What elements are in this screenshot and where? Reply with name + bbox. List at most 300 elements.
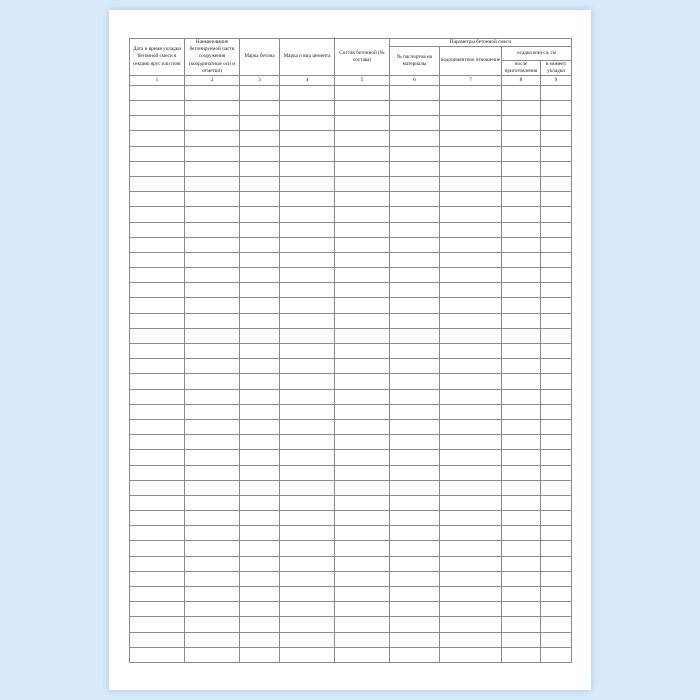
table-cell[interactable] [502,480,541,495]
table-cell[interactable] [440,161,502,176]
table-cell[interactable] [502,85,541,100]
table-cell[interactable] [130,283,185,298]
table-cell[interactable] [541,556,572,571]
table-cell[interactable] [440,222,502,237]
table-cell[interactable] [335,101,390,116]
table-cell[interactable] [390,541,440,556]
table-cell[interactable] [502,602,541,617]
table-cell[interactable] [335,435,390,450]
table-cell[interactable] [185,571,240,586]
table-cell[interactable] [185,176,240,191]
table-cell[interactable] [240,404,280,419]
table-cell[interactable] [185,541,240,556]
table-cell[interactable] [280,298,335,313]
table-cell[interactable] [541,374,572,389]
table-cell[interactable] [130,450,185,465]
table-cell[interactable] [185,161,240,176]
table-cell[interactable] [335,146,390,161]
table-cell[interactable] [185,344,240,359]
table-cell[interactable] [390,359,440,374]
table-cell[interactable] [280,268,335,283]
table-cell[interactable] [335,116,390,131]
table-row[interactable] [130,313,572,328]
table-cell[interactable] [185,404,240,419]
table-cell[interactable] [280,374,335,389]
table-row[interactable] [130,176,572,191]
table-cell[interactable] [185,617,240,632]
table-cell[interactable] [185,556,240,571]
table-cell[interactable] [335,252,390,267]
table-cell[interactable] [130,192,185,207]
table-cell[interactable] [335,647,390,662]
table-cell[interactable] [541,344,572,359]
table-cell[interactable] [440,617,502,632]
table-cell[interactable] [390,617,440,632]
table-cell[interactable] [130,571,185,586]
table-cell[interactable] [440,480,502,495]
table-cell[interactable] [240,131,280,146]
table-cell[interactable] [390,146,440,161]
table-cell[interactable] [130,389,185,404]
table-cell[interactable] [185,131,240,146]
table-cell[interactable] [502,237,541,252]
table-cell[interactable] [440,176,502,191]
table-cell[interactable] [280,495,335,510]
table-cell[interactable] [130,526,185,541]
table-cell[interactable] [185,283,240,298]
table-row[interactable] [130,207,572,222]
table-cell[interactable] [185,268,240,283]
table-cell[interactable] [440,344,502,359]
table-row[interactable] [130,526,572,541]
table-cell[interactable] [280,222,335,237]
table-cell[interactable] [280,435,335,450]
table-cell[interactable] [440,328,502,343]
table-cell[interactable] [240,450,280,465]
table-cell[interactable] [240,268,280,283]
table-cell[interactable] [335,222,390,237]
table-cell[interactable] [185,313,240,328]
table-cell[interactable] [390,313,440,328]
table-cell[interactable] [240,526,280,541]
table-cell[interactable] [502,207,541,222]
table-cell[interactable] [280,313,335,328]
table-cell[interactable] [390,328,440,343]
table-cell[interactable] [185,495,240,510]
table-cell[interactable] [185,632,240,647]
table-cell[interactable] [280,632,335,647]
table-cell[interactable] [390,374,440,389]
table-cell[interactable] [440,101,502,116]
table-cell[interactable] [390,647,440,662]
table-cell[interactable] [541,480,572,495]
table-cell[interactable] [541,419,572,434]
table-cell[interactable] [502,101,541,116]
table-cell[interactable] [390,298,440,313]
table-cell[interactable] [280,556,335,571]
table-cell[interactable] [502,587,541,602]
table-cell[interactable] [335,298,390,313]
table-cell[interactable] [130,541,185,556]
table-cell[interactable] [440,389,502,404]
table-cell[interactable] [541,359,572,374]
table-cell[interactable] [390,465,440,480]
table-cell[interactable] [440,359,502,374]
table-cell[interactable] [390,237,440,252]
table-cell[interactable] [541,146,572,161]
table-cell[interactable] [541,602,572,617]
table-cell[interactable] [240,116,280,131]
table-cell[interactable] [240,176,280,191]
table-row[interactable] [130,511,572,526]
table-cell[interactable] [440,207,502,222]
table-cell[interactable] [390,252,440,267]
table-cell[interactable] [240,252,280,267]
table-cell[interactable] [280,176,335,191]
table-row[interactable] [130,344,572,359]
table-cell[interactable] [502,571,541,586]
table-cell[interactable] [240,328,280,343]
table-cell[interactable] [541,328,572,343]
table-cell[interactable] [502,252,541,267]
table-row[interactable] [130,404,572,419]
table-cell[interactable] [440,404,502,419]
table-cell[interactable] [335,328,390,343]
table-cell[interactable] [185,587,240,602]
table-cell[interactable] [130,146,185,161]
table-cell[interactable] [502,617,541,632]
table-cell[interactable] [240,161,280,176]
table-cell[interactable] [541,101,572,116]
table-cell[interactable] [240,480,280,495]
table-cell[interactable] [440,252,502,267]
table-cell[interactable] [240,435,280,450]
table-cell[interactable] [541,647,572,662]
table-row[interactable] [130,480,572,495]
table-cell[interactable] [541,511,572,526]
table-cell[interactable] [390,85,440,100]
table-cell[interactable] [240,146,280,161]
table-cell[interactable] [240,602,280,617]
table-cell[interactable] [240,419,280,434]
table-cell[interactable] [280,161,335,176]
table-cell[interactable] [185,435,240,450]
table-cell[interactable] [502,176,541,191]
table-cell[interactable] [335,450,390,465]
table-cell[interactable] [390,419,440,434]
table-cell[interactable] [185,222,240,237]
table-cell[interactable] [280,450,335,465]
table-row[interactable] [130,85,572,100]
table-cell[interactable] [130,313,185,328]
table-row[interactable] [130,632,572,647]
table-row[interactable] [130,556,572,571]
table-cell[interactable] [130,419,185,434]
table-cell[interactable] [440,632,502,647]
table-row[interactable] [130,647,572,662]
table-cell[interactable] [502,268,541,283]
table-cell[interactable] [240,85,280,100]
table-cell[interactable] [440,587,502,602]
table-cell[interactable] [390,435,440,450]
table-row[interactable] [130,419,572,434]
table-cell[interactable] [280,116,335,131]
table-cell[interactable] [440,541,502,556]
table-cell[interactable] [130,252,185,267]
table-cell[interactable] [185,146,240,161]
table-cell[interactable] [541,268,572,283]
table-cell[interactable] [335,344,390,359]
table-cell[interactable] [130,131,185,146]
table-cell[interactable] [130,344,185,359]
table-cell[interactable] [390,511,440,526]
table-row[interactable] [130,328,572,343]
table-cell[interactable] [390,389,440,404]
table-cell[interactable] [541,617,572,632]
table-cell[interactable] [185,647,240,662]
table-cell[interactable] [335,495,390,510]
table-cell[interactable] [240,632,280,647]
table-cell[interactable] [240,617,280,632]
table-row[interactable] [130,587,572,602]
table-cell[interactable] [280,526,335,541]
table-cell[interactable] [502,435,541,450]
table-cell[interactable] [541,298,572,313]
table-cell[interactable] [280,480,335,495]
table-cell[interactable] [335,374,390,389]
table-cell[interactable] [335,176,390,191]
table-cell[interactable] [130,328,185,343]
table-cell[interactable] [541,192,572,207]
table-cell[interactable] [502,116,541,131]
table-cell[interactable] [390,587,440,602]
table-row[interactable] [130,101,572,116]
table-cell[interactable] [541,571,572,586]
table-cell[interactable] [335,419,390,434]
table-row[interactable] [130,237,572,252]
table-cell[interactable] [502,526,541,541]
table-cell[interactable] [502,465,541,480]
table-cell[interactable] [280,252,335,267]
table-cell[interactable] [335,85,390,100]
table-cell[interactable] [541,526,572,541]
table-cell[interactable] [240,495,280,510]
table-cell[interactable] [440,237,502,252]
table-cell[interactable] [541,283,572,298]
table-cell[interactable] [502,344,541,359]
table-cell[interactable] [541,131,572,146]
table-cell[interactable] [335,237,390,252]
table-cell[interactable] [541,632,572,647]
table-cell[interactable] [240,556,280,571]
table-cell[interactable] [541,389,572,404]
table-cell[interactable] [335,511,390,526]
table-cell[interactable] [390,222,440,237]
table-row[interactable] [130,435,572,450]
table-cell[interactable] [541,116,572,131]
table-row[interactable] [130,161,572,176]
table-cell[interactable] [440,131,502,146]
table-cell[interactable] [280,389,335,404]
table-cell[interactable] [130,161,185,176]
table-cell[interactable] [390,632,440,647]
table-cell[interactable] [502,283,541,298]
table-cell[interactable] [240,647,280,662]
table-cell[interactable] [130,176,185,191]
table-row[interactable] [130,131,572,146]
table-cell[interactable] [185,298,240,313]
table-cell[interactable] [130,101,185,116]
table-cell[interactable] [185,526,240,541]
table-cell[interactable] [335,587,390,602]
table-cell[interactable] [280,146,335,161]
table-cell[interactable] [335,480,390,495]
table-cell[interactable] [335,268,390,283]
table-cell[interactable] [502,146,541,161]
table-cell[interactable] [502,419,541,434]
table-cell[interactable] [390,571,440,586]
table-cell[interactable] [280,192,335,207]
table-cell[interactable] [130,207,185,222]
table-cell[interactable] [335,404,390,419]
table-cell[interactable] [390,268,440,283]
table-cell[interactable] [390,192,440,207]
table-cell[interactable] [280,419,335,434]
table-cell[interactable] [335,617,390,632]
table-cell[interactable] [335,283,390,298]
table-cell[interactable] [185,252,240,267]
table-row[interactable] [130,602,572,617]
table-cell[interactable] [335,207,390,222]
table-cell[interactable] [185,374,240,389]
table-row[interactable] [130,298,572,313]
table-cell[interactable] [185,450,240,465]
table-cell[interactable] [502,495,541,510]
table-cell[interactable] [502,389,541,404]
table-cell[interactable] [335,526,390,541]
table-cell[interactable] [502,222,541,237]
table-cell[interactable] [541,435,572,450]
table-row[interactable] [130,116,572,131]
table-cell[interactable] [240,283,280,298]
table-cell[interactable] [502,374,541,389]
table-cell[interactable] [541,252,572,267]
table-cell[interactable] [185,511,240,526]
table-cell[interactable] [440,374,502,389]
table-cell[interactable] [440,450,502,465]
table-cell[interactable] [390,495,440,510]
table-row[interactable] [130,541,572,556]
table-cell[interactable] [502,298,541,313]
table-row[interactable] [130,617,572,632]
table-row[interactable] [130,374,572,389]
table-cell[interactable] [390,176,440,191]
table-cell[interactable] [390,480,440,495]
table-cell[interactable] [280,617,335,632]
table-cell[interactable] [335,602,390,617]
table-cell[interactable] [130,374,185,389]
table-row[interactable] [130,283,572,298]
table-cell[interactable] [502,511,541,526]
table-cell[interactable] [335,541,390,556]
table-row[interactable] [130,268,572,283]
table-cell[interactable] [185,328,240,343]
table-row[interactable] [130,359,572,374]
table-cell[interactable] [335,571,390,586]
table-cell[interactable] [130,116,185,131]
table-cell[interactable] [185,419,240,434]
table-cell[interactable] [130,480,185,495]
table-row[interactable] [130,389,572,404]
table-cell[interactable] [335,556,390,571]
table-cell[interactable] [280,85,335,100]
table-cell[interactable] [240,207,280,222]
table-cell[interactable] [280,237,335,252]
table-cell[interactable] [185,192,240,207]
table-cell[interactable] [185,101,240,116]
table-cell[interactable] [130,268,185,283]
table-cell[interactable] [335,632,390,647]
table-cell[interactable] [440,85,502,100]
table-cell[interactable] [335,131,390,146]
table-cell[interactable] [440,192,502,207]
table-cell[interactable] [130,632,185,647]
table-row[interactable] [130,450,572,465]
table-cell[interactable] [390,526,440,541]
table-cell[interactable] [390,404,440,419]
table-cell[interactable] [541,495,572,510]
table-cell[interactable] [541,541,572,556]
table-cell[interactable] [502,359,541,374]
table-cell[interactable] [185,207,240,222]
table-cell[interactable] [541,161,572,176]
table-cell[interactable] [185,465,240,480]
table-cell[interactable] [240,101,280,116]
table-cell[interactable] [502,647,541,662]
table-cell[interactable] [541,207,572,222]
table-cell[interactable] [130,587,185,602]
table-cell[interactable] [541,465,572,480]
table-cell[interactable] [130,85,185,100]
table-cell[interactable] [130,647,185,662]
table-cell[interactable] [335,192,390,207]
table-cell[interactable] [541,587,572,602]
table-cell[interactable] [280,359,335,374]
table-cell[interactable] [130,495,185,510]
table-cell[interactable] [240,298,280,313]
table-cell[interactable] [130,404,185,419]
table-row[interactable] [130,192,572,207]
table-cell[interactable] [440,647,502,662]
table-cell[interactable] [440,556,502,571]
table-cell[interactable] [185,602,240,617]
table-cell[interactable] [440,283,502,298]
table-row[interactable] [130,571,572,586]
table-cell[interactable] [502,450,541,465]
table-row[interactable] [130,146,572,161]
table-cell[interactable] [240,571,280,586]
table-cell[interactable] [280,571,335,586]
table-cell[interactable] [440,146,502,161]
table-cell[interactable] [440,298,502,313]
table-cell[interactable] [240,541,280,556]
table-cell[interactable] [390,283,440,298]
table-cell[interactable] [280,344,335,359]
table-cell[interactable] [541,237,572,252]
table-cell[interactable] [541,85,572,100]
table-cell[interactable] [502,632,541,647]
table-cell[interactable] [440,526,502,541]
